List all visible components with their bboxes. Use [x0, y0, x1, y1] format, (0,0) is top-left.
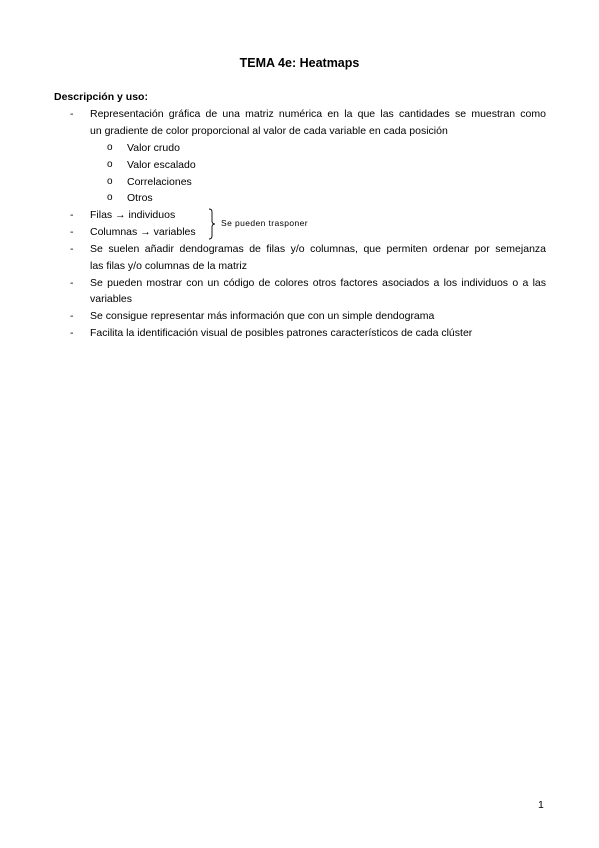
sub-list-item: Valor crudo — [127, 142, 180, 154]
page-title: TEMA 4e: Heatmaps — [239, 56, 360, 70]
sub-list-item-marker: o — [107, 192, 113, 203]
sub-list-item: Valor escalado — [127, 159, 196, 171]
sub-list-item-marker: o — [107, 176, 113, 187]
list-item-text: Se pueden mostrar con un código de colores otros factores asociados a los individuos o a las — [90, 277, 546, 289]
list-item-text: Columnas → variables — [90, 226, 196, 238]
sub-list-item-marker: o — [107, 142, 113, 153]
sub-list-item-marker: o — [107, 159, 113, 170]
brace-icon — [208, 208, 218, 240]
list-item-marker: - — [70, 310, 74, 322]
list-item-marker: - — [70, 277, 74, 289]
brace-note: Se pueden trasponer — [221, 218, 308, 228]
sub-list-item: Correlaciones — [127, 176, 192, 188]
list-item-text: un gradiente de color proporcional al valor de cada variable en cada posición — [90, 125, 448, 137]
list-item-marker: - — [70, 243, 74, 255]
section-heading: Descripción y uso: — [54, 91, 148, 103]
list-item-text: Se suelen añadir dendogramas de filas y/o columnas, que permiten ordenar por semejanza — [90, 243, 546, 255]
list-item-text: Facilita la identificación visual de posibles patrones característicos de cada clúster — [90, 327, 473, 339]
list-item-marker: - — [70, 226, 74, 238]
list-item-text: variables — [90, 293, 133, 305]
list-item-text: las filas y/o columnas de la matriz — [90, 260, 247, 272]
page-number: 1 — [538, 799, 544, 811]
sub-list-item: Otros — [127, 192, 153, 204]
list-item-marker: - — [70, 209, 74, 221]
list-item-marker: - — [70, 108, 74, 120]
list-item-marker: - — [70, 327, 74, 339]
list-item-text: Representación gráfica de una matriz numérica en la que las cantidades se muestran como — [90, 108, 546, 120]
list-item-text: Filas → individuos — [90, 209, 176, 221]
list-item-text: Se consigue representar más información que con un simple dendograma — [90, 310, 435, 322]
